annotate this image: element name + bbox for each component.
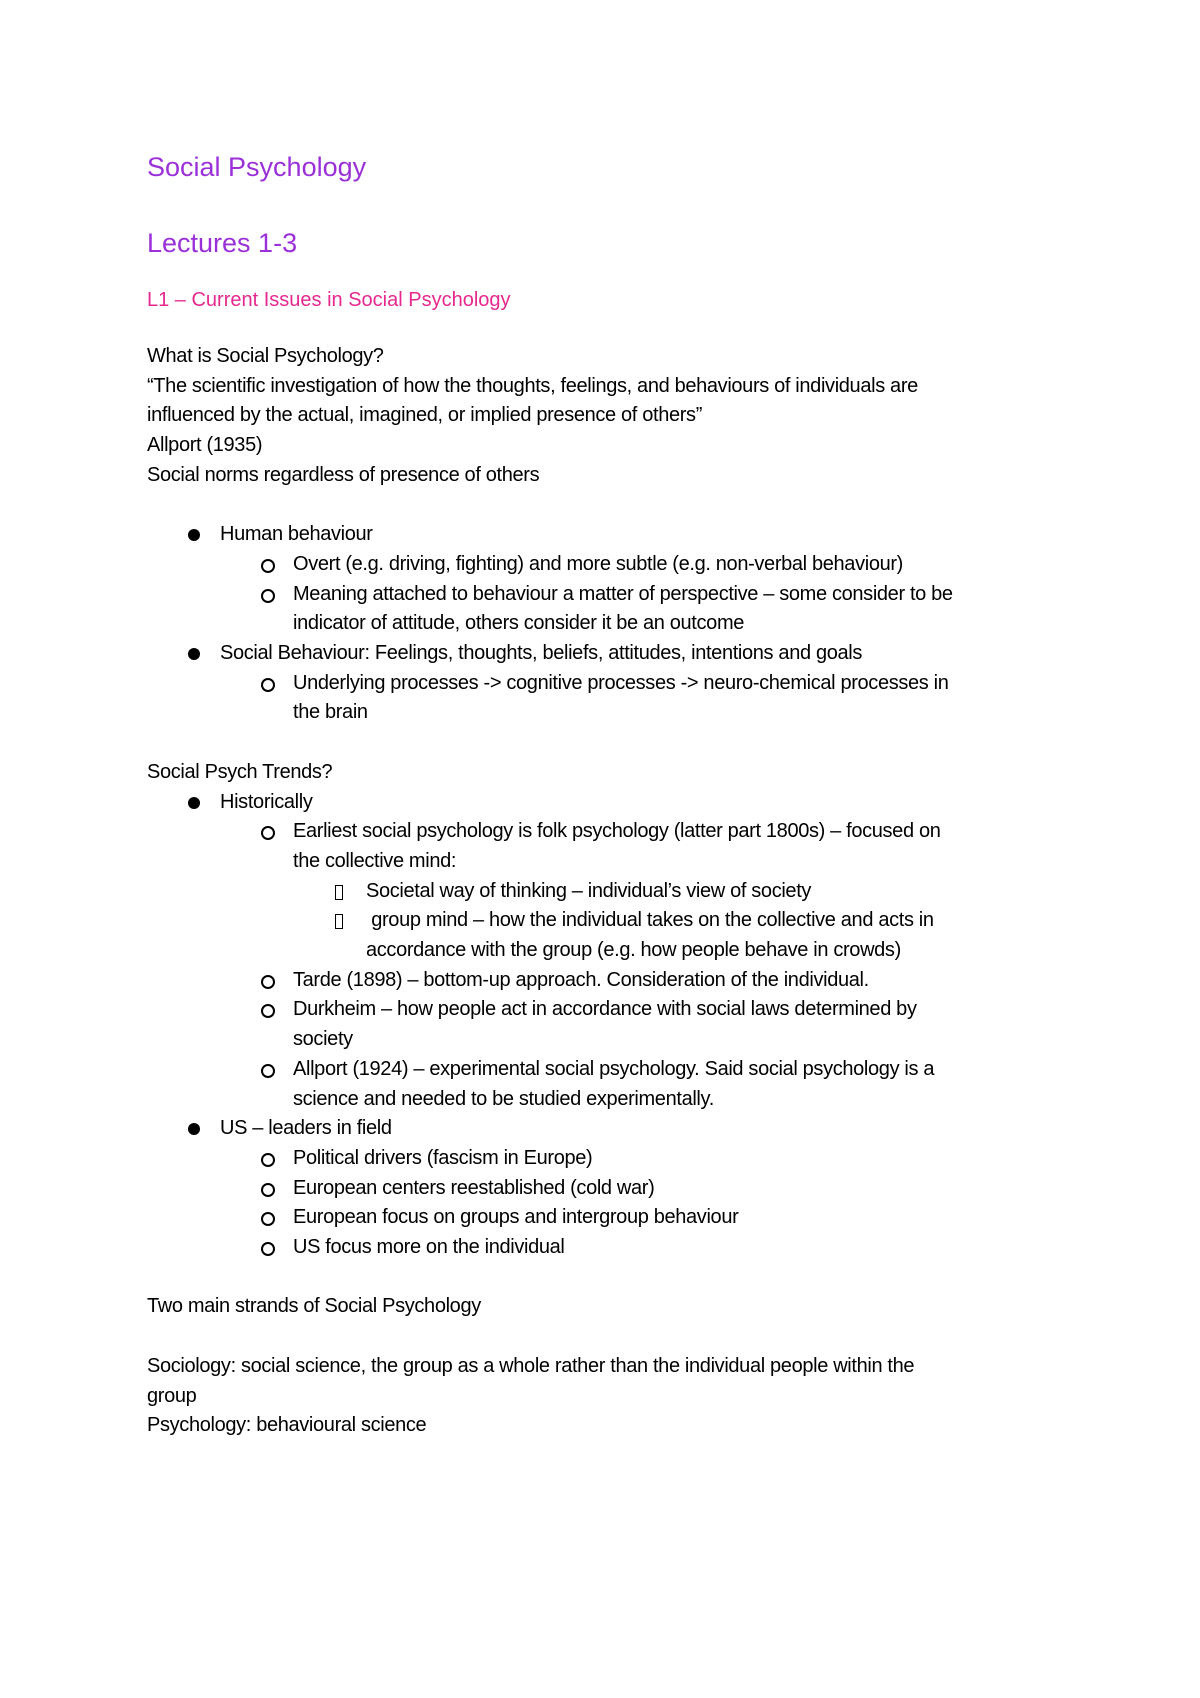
sociology-line: group bbox=[147, 1384, 197, 1407]
section-heading: Social Psych Trends? bbox=[147, 760, 333, 783]
list-item: Overt (e.g. driving, fighting) and more subtle (e.g. non-verbal behaviour) bbox=[147, 550, 1077, 580]
list-item: Social Behaviour: Feelings, thoughts, beliefs, attitudes, intentions and goals Underlying processes -> cognitive processes -> neuro-chemical processes in the brain bbox=[147, 639, 1077, 728]
definition-line: influenced by the actual, imagined, or implied presence of others” bbox=[147, 404, 703, 427]
citation: Allport (1935) bbox=[147, 434, 263, 457]
list-item: US focus more on the individual bbox=[147, 1233, 1077, 1263]
hollow-bullet-icon bbox=[258, 1233, 278, 1263]
list-item: group mind – how the individual takes on the collective and acts in accordance with the group (e.g. how people behave in crowds) bbox=[147, 906, 1077, 965]
bullet-list bbox=[147, 520, 1077, 728]
list-item: Allport (1924) – experimental social psychology. Said social psychology is a science and needed to be studied experimentally. bbox=[147, 1055, 1077, 1114]
hollow-bullet-icon bbox=[258, 995, 278, 1025]
hollow-bullet-icon bbox=[258, 580, 278, 610]
hollow-bullet-icon bbox=[258, 1203, 278, 1233]
sociology-line: Sociology: social science, the group as a whole rather than the individual people within the bbox=[147, 1354, 915, 1377]
document-title: Social Psychology bbox=[147, 152, 367, 182]
spacer bbox=[147, 1263, 1077, 1293]
list-item: Underlying processes -> cognitive processes -> neuro-chemical processes in the brain bbox=[147, 669, 1077, 728]
spacer bbox=[147, 728, 1077, 758]
document-subtitle: Lectures 1-3 bbox=[147, 228, 298, 258]
bullet-list bbox=[147, 788, 1077, 1263]
list-item: Tarde (1898) – bottom-up approach. Consideration of the individual. bbox=[147, 966, 1077, 996]
section-heading: Two main strands of Social Psychology bbox=[147, 1295, 481, 1318]
sub-list bbox=[220, 669, 1077, 728]
hollow-bullet-icon bbox=[258, 550, 278, 580]
list-item: European focus on groups and intergroup behaviour bbox=[147, 1203, 1077, 1233]
list-item: Historically Earliest social psychology is folk psychology (latter part 1800s) – focused on the collective mind: Societal way of thinking – individual’s view of society group mind – how the individual takes on the collective and acts in accordance with the group (e.g. how people behave in crowds) Tarde (1898) – bottom-up approach. Consideration of the individual. Durkheim – how people act in accordance with social laws determined by society Allport (1924) – experimental social psychology. Said social psychology is a science and needed to be studied experimentally. bbox=[147, 788, 1077, 1115]
filled-bullet-icon bbox=[185, 1114, 205, 1144]
list-item: Human behaviour Overt (e.g. driving, fighting) and more subtle (e.g. non-verbal behaviour) Meaning attached to behaviour a matter of perspective – some consider to be indicator of attitude, others consider it be an outcome bbox=[147, 520, 1077, 639]
list-item: Durkheim – how people act in accordance with social laws determined by society bbox=[147, 995, 1077, 1054]
filled-bullet-icon bbox=[185, 788, 205, 818]
intro-note: Social norms regardless of presence of others bbox=[147, 463, 540, 486]
sub-list bbox=[220, 817, 1077, 1114]
sub-sub-list bbox=[293, 877, 1077, 966]
filled-bullet-icon bbox=[185, 520, 205, 550]
document-body bbox=[147, 150, 1077, 1441]
list-item: Political drivers (fascism in Europe) bbox=[147, 1144, 1077, 1174]
spacer bbox=[147, 491, 1077, 521]
hollow-bullet-icon bbox=[258, 669, 278, 699]
psychology-line: Psychology: behavioural science bbox=[147, 1414, 427, 1437]
box-bullet-icon bbox=[331, 877, 351, 907]
hollow-bullet-icon bbox=[258, 966, 278, 996]
hollow-bullet-icon bbox=[258, 1174, 278, 1204]
hollow-bullet-icon bbox=[258, 1055, 278, 1085]
intro-question: What is Social Psychology? bbox=[147, 345, 384, 367]
list-item: Societal way of thinking – individual’s view of society bbox=[147, 877, 1077, 907]
list-item: Earliest social psychology is folk psychology (latter part 1800s) – focused on the collective mind: Societal way of thinking – individual’s view of society group mind – how the individual takes on the collective and acts in accordance with the group (e.g. how people behave in crowds) bbox=[147, 817, 1077, 966]
sub-list bbox=[220, 1144, 1077, 1263]
list-item: European centers reestablished (cold war) bbox=[147, 1174, 1077, 1204]
hollow-bullet-icon bbox=[258, 817, 278, 847]
list-item: US – leaders in field Political drivers (fascism in Europe) European centers reestablished (cold war) European focus on groups and intergroup behaviour US focus more on the individual bbox=[147, 1114, 1077, 1263]
hollow-bullet-icon bbox=[258, 1144, 278, 1174]
list-item: Meaning attached to behaviour a matter of perspective – some consider to be indicator of attitude, others consider it be an outcome bbox=[147, 580, 1077, 639]
sub-list bbox=[220, 550, 1077, 639]
box-bullet-icon bbox=[331, 906, 351, 936]
filled-bullet-icon bbox=[185, 639, 205, 669]
spacer bbox=[147, 1322, 1077, 1352]
definition-line: “The scientific investigation of how the thoughts, feelings, and behaviours of individuals are bbox=[147, 374, 918, 397]
lecture-heading: L1 – Current Issues in Social Psychology bbox=[147, 289, 511, 311]
